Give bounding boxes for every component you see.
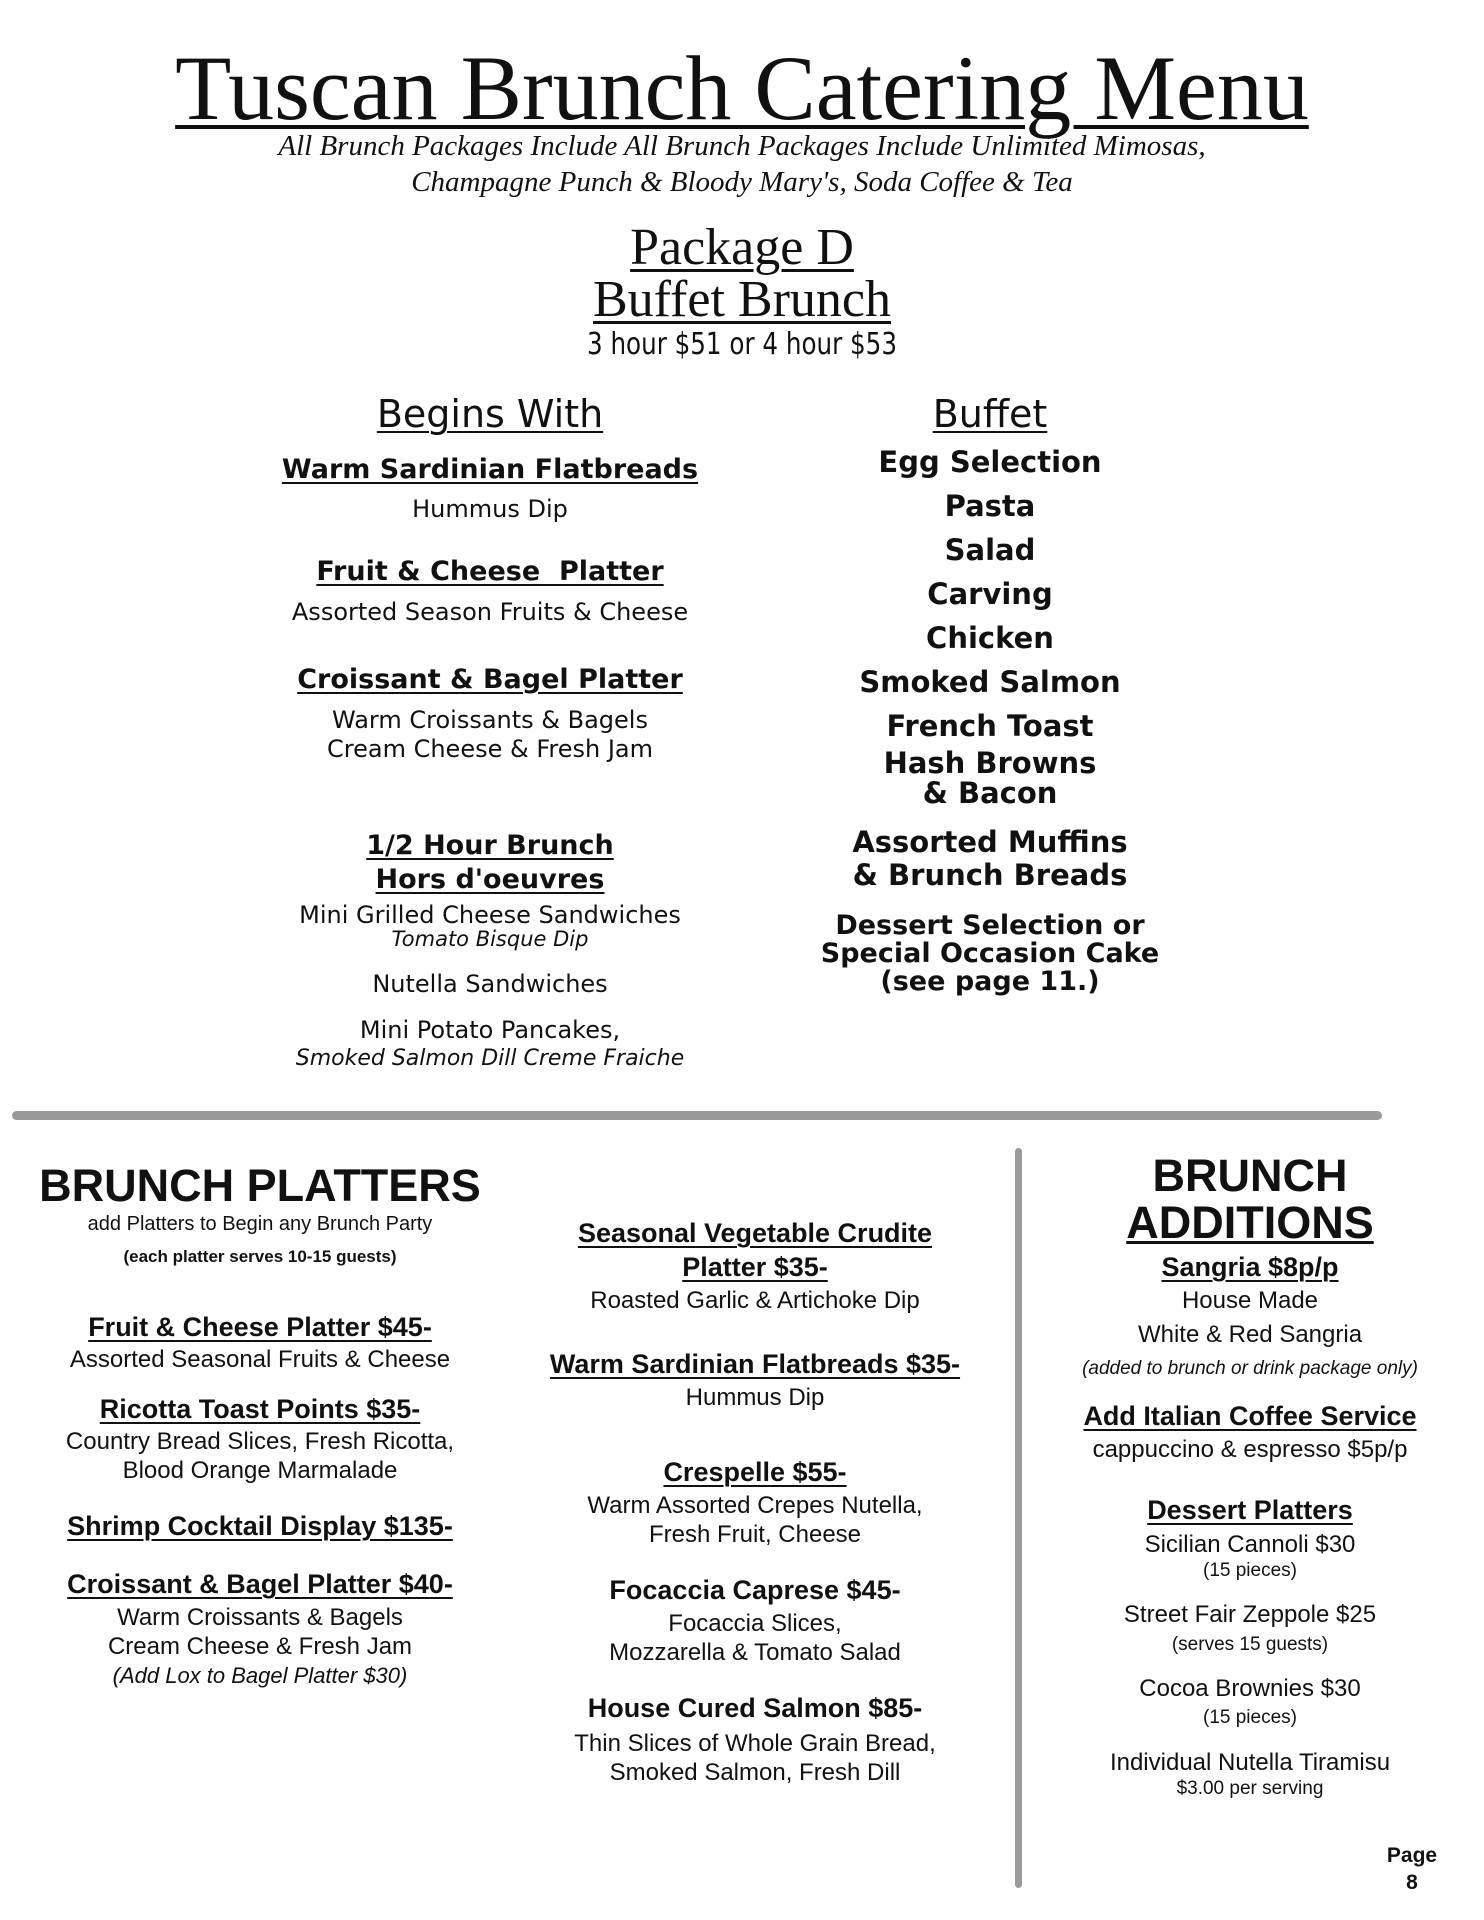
hors-item: Nutella Sandwiches [372,970,608,998]
addition-title: Dessert Platters [1147,1495,1353,1525]
platter-desc: Country Bread Slices, Fresh Ricotta, [65,1428,455,1455]
buffet-list [780,440,1200,748]
hors-title: 1/2 Hour Brunch [366,830,614,861]
vertical-divider [1015,1148,1022,1888]
buffet-item: Assorted Muffins [852,825,1128,859]
page-title-text: Tuscan Brunch Catering Menu [175,37,1309,139]
brunch-additions-heading [1040,1152,1460,1246]
hors-item: Mini Potato Pancakes, [359,1016,621,1044]
buffet-item: & Brunch Breads [852,858,1128,892]
platter-desc: Hummus Dip [685,1384,825,1411]
addition-title: Add Italian Coffee Service [1083,1401,1417,1431]
additions-heading-line: BRUNCH [1152,1150,1348,1201]
platter-desc: Blood Orange Marmalade [122,1457,398,1484]
platter-note: (Add Lox to Bagel Platter $30) [112,1663,408,1688]
menu-item-desc: Hummus Dip [412,495,568,523]
addition-desc: House Made [1181,1287,1319,1314]
buffet-dessert: (see page 11.) [880,966,1100,997]
platter-title: Crespelle $55- [663,1457,847,1487]
platters-subheading: add Platters to Begin any Brunch Party [87,1213,433,1235]
platter-desc: Mozzarella & Tomato Salad [609,1639,901,1666]
addition-desc: cappuccino & espresso $5p/p [1092,1436,1408,1463]
dessert-item-note: (serves 15 guests) [1171,1634,1329,1655]
dessert-item-note: $3.00 per serving [1176,1778,1324,1799]
hors-item-note: Tomato Bisque Dip [391,927,589,951]
platter-desc: Warm Croissants & Bagels [117,1604,403,1631]
platter-title: Focaccia Caprese $45- [609,1575,901,1605]
buffet-item: French Toast [886,709,1094,743]
platter-desc: Cream Cheese & Fresh Jam [107,1633,413,1660]
platter-desc: Assorted Seasonal Fruits & Cheese [69,1346,451,1373]
addition-note: (added to brunch or drink package only) [1082,1358,1418,1379]
buffet-item: Hash Browns [883,746,1097,780]
buffet-item: Carving [927,577,1053,611]
dessert-item: Individual Nutella Tiramisu [1109,1749,1391,1776]
page-label: Page [1386,1844,1438,1867]
platter-title: Platter $35- [682,1252,828,1282]
horizontal-divider [12,1111,1382,1120]
dessert-item: Street Fair Zeppole $25 [1123,1601,1377,1628]
dessert-item-note: (15 pieces) [1203,1707,1297,1728]
platter-title: Seasonal Vegetable Crudite [577,1218,933,1248]
menu-item-title: Fruit & Cheese Platter [316,556,664,587]
platter-title: Croissant & Bagel Platter $40- [67,1569,453,1599]
page-title [0,38,1484,138]
addition-title: Sangria $8p/p [1161,1252,1339,1282]
platter-title: House Cured Salmon $85- [587,1693,923,1723]
platter-desc: Fresh Fruit, Cheese [648,1521,862,1548]
platters-note: (each platter serves 10-15 guests) [123,1247,397,1266]
platter-title: Shrimp Cocktail Display $135- [67,1511,453,1541]
buffet-heading: Buffet [932,392,1048,436]
package-name: Package D [630,219,854,276]
buffet-dessert: Special Occasion Cake [820,938,1160,969]
menu-item-desc: Warm Croissants & Bagels [332,706,648,734]
addition-desc: White & Red Sangria [1137,1321,1363,1348]
buffet-item: Egg Selection [878,445,1102,479]
hors-item: Mini Grilled Cheese Sandwiches [299,901,681,929]
package-price: 3 hour $51 or 4 hour $53 [586,327,897,362]
subtitle-line: All Brunch Packages Include All Brunch Packages Include Unlimited Mimosas, [278,130,1206,162]
platter-desc: Smoked Salmon, Fresh Dill [609,1759,901,1786]
brunch-platters-heading: BRUNCH PLATTERS [39,1160,481,1211]
buffet-item: & Bacon [922,776,1058,810]
menu-item-title: Croissant & Bagel Platter [297,664,683,695]
platter-desc: Warm Assorted Crepes Nutella, [587,1492,923,1519]
dessert-item: Sicilian Cannoli $30 [1144,1531,1356,1558]
platter-desc: Focaccia Slices, [668,1610,842,1637]
dessert-item-note: (15 pieces) [1203,1560,1297,1581]
menu-item-desc: Cream Cheese & Fresh Jam [327,735,653,763]
package-type: Buffet Brunch [593,271,891,328]
buffet-item: Smoked Salmon [859,665,1121,699]
platter-title: Ricotta Toast Points $35- [99,1394,421,1424]
begins-with-heading: Begins With [376,392,604,436]
buffet-item: Chicken [926,621,1054,655]
page-subtitle [180,128,1304,200]
menu-item-desc: Assorted Season Fruits & Cheese [291,598,689,626]
page-number [1372,1842,1452,1896]
buffet-item: Salad [944,533,1036,567]
hors-title: Hors d'oeuvres [375,864,605,895]
page-number-value: 8 [1406,1871,1418,1894]
buffet-item: Pasta [944,489,1036,523]
menu-item-title: Warm Sardinian Flatbreads [281,454,699,485]
buffet-dessert: Dessert Selection or [835,910,1145,941]
subtitle-line: Champagne Punch & Bloody Mary's, Soda Coffee & Tea [411,166,1073,198]
hors-item-note: Smoked Salmon Dill Creme Fraiche [295,1046,685,1071]
dessert-item: Cocoa Brownies $30 [1139,1675,1361,1702]
platter-title: Warm Sardinian Flatbreads $35- [549,1349,961,1379]
platter-desc: Roasted Garlic & Artichoke Dip [590,1287,920,1314]
platter-title: Fruit & Cheese Platter $45- [88,1312,432,1342]
additions-heading-line: ADDITIONS [1126,1197,1374,1248]
platter-desc: Thin Slices of Whole Grain Bread, [574,1730,936,1757]
package-title [442,219,1042,328]
